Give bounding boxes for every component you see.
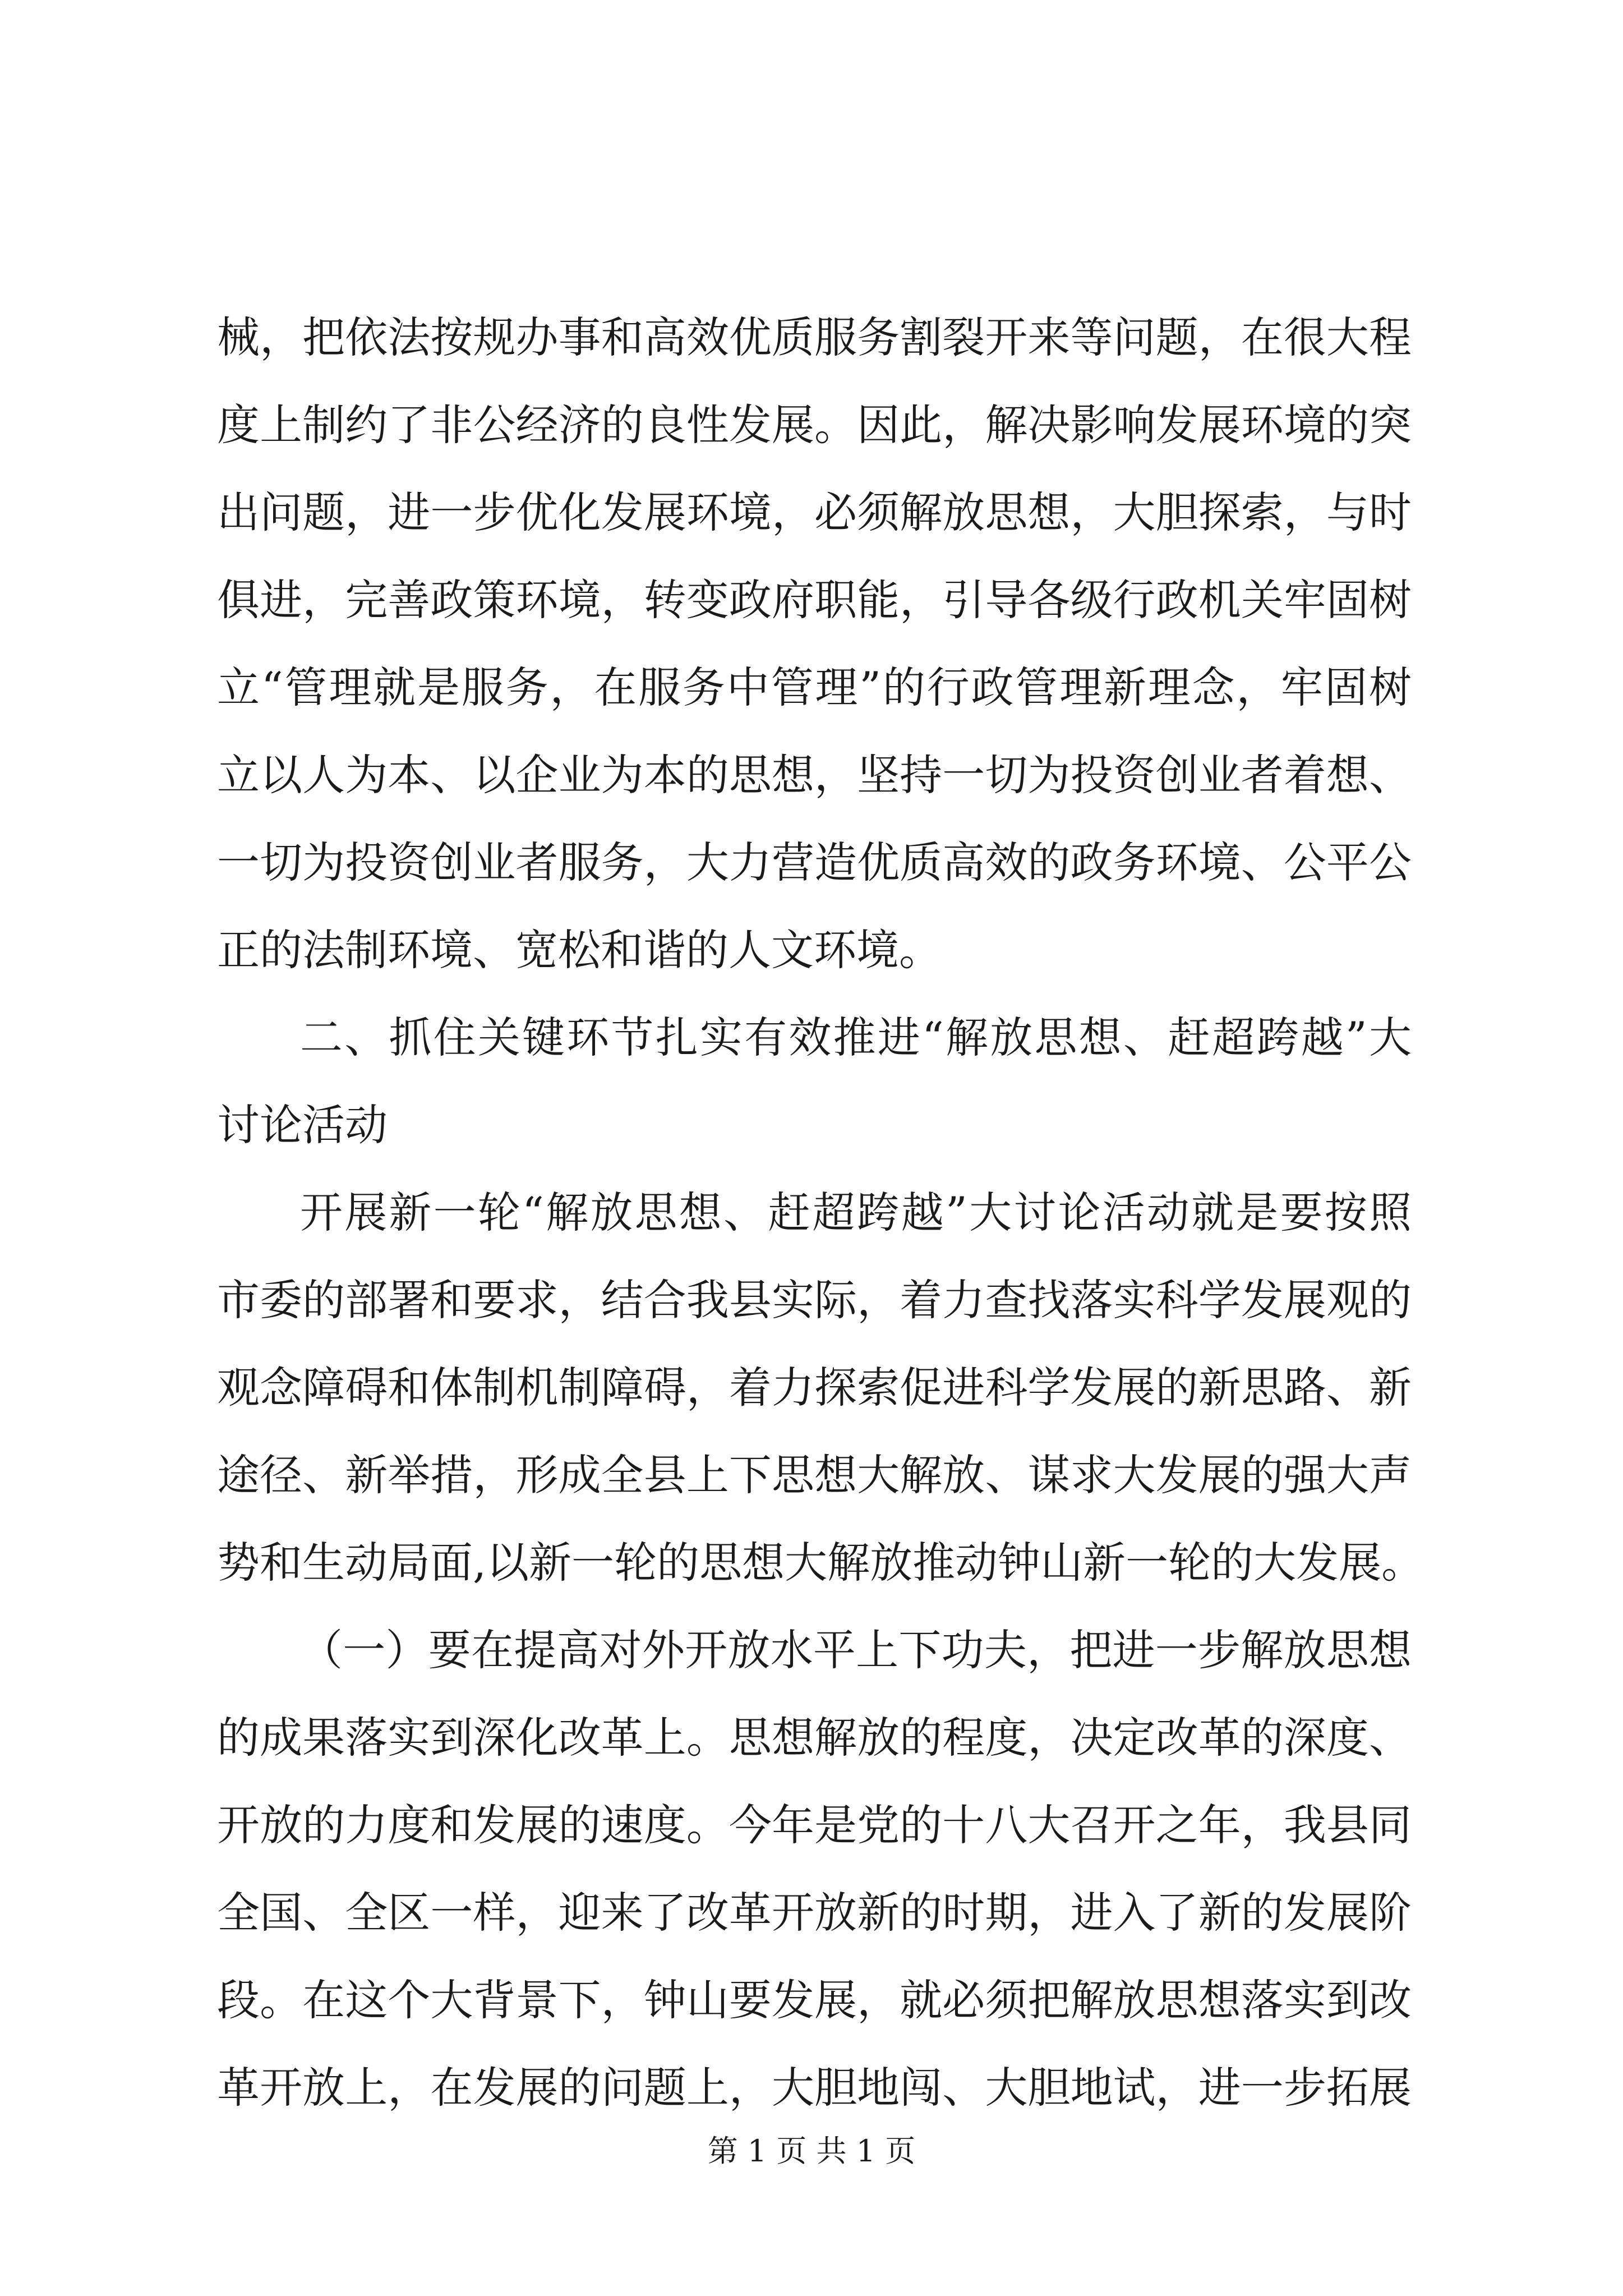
body-line: 出问题，进一步优化发展环境，必须解放思想，大胆探索，与时 — [217, 487, 1412, 537]
body-line: 势和生动局面,以新一轮的思想大解放推动钟山新一轮的大发展。 — [217, 1538, 1424, 1588]
body-line: 立“管理就是服务，在服务中管理”的行政管理新理念，牢固树 — [217, 662, 1412, 712]
body-line: 观念障碍和体制机制障碍，着力探索促进科学发展的新思路、新 — [217, 1363, 1412, 1412]
body-line: 度上制约了非公经济的良性发展。因此，解决影响发展环境的突 — [217, 400, 1412, 450]
body-line: 全国、全区一样，迎来了改革开放新的时期，进入了新的发展阶 — [217, 1888, 1412, 1938]
body-line: 正的法制环境、宽松和谐的人文环境。 — [217, 925, 942, 975]
body-line: 的成果落实到深化改革上。思想解放的程度，决定改革的深度、 — [217, 1713, 1412, 1763]
section-heading-line: 二、抓住关键环节扎实有效推进“解放思想、赶超跨越”大 — [300, 1013, 1412, 1062]
body-line: 途径、新举措，形成全县上下思想大解放、谋求大发展的强大声 — [217, 1450, 1412, 1500]
section-heading-line: 讨论活动 — [217, 1100, 388, 1150]
body-line: 俱进，完善政策环境，转变政府职能，引导各级行政机关牢固树 — [217, 575, 1412, 625]
body-line: 开展新一轮“解放思想、赶超跨越”大讨论活动就是要按照 — [300, 1188, 1412, 1237]
body-line: （一）要在提高对外开放水平上下功夫，把进一步解放思想 — [300, 1625, 1412, 1675]
body-line: 段。在这个大背景下，钟山要发展，就必须把解放思想落实到改 — [217, 1975, 1412, 2025]
body-line: 革开放上，在发展的问题上，大胆地闯、大胆地试，进一步拓展 — [217, 2063, 1412, 2113]
body-line: 市委的部署和要求，结合我县实际，着力查找落实科学发展观的 — [217, 1275, 1412, 1325]
body-line: 一切为投资创业者服务，大力营造优质高效的政务环境、公平公 — [217, 838, 1412, 887]
body-line: 开放的力度和发展的速度。今年是党的十八大召开之年，我县同 — [217, 1800, 1412, 1850]
page-number-footer: 第 1 页 共 1 页 — [707, 2133, 916, 2169]
body-line: 立以人为本、以企业为本的思想，坚持一切为投资创业者着想、 — [217, 750, 1412, 800]
body-line: 械，把依法按规办事和高效优质服务割裂开来等问题，在很大程 — [217, 312, 1412, 362]
